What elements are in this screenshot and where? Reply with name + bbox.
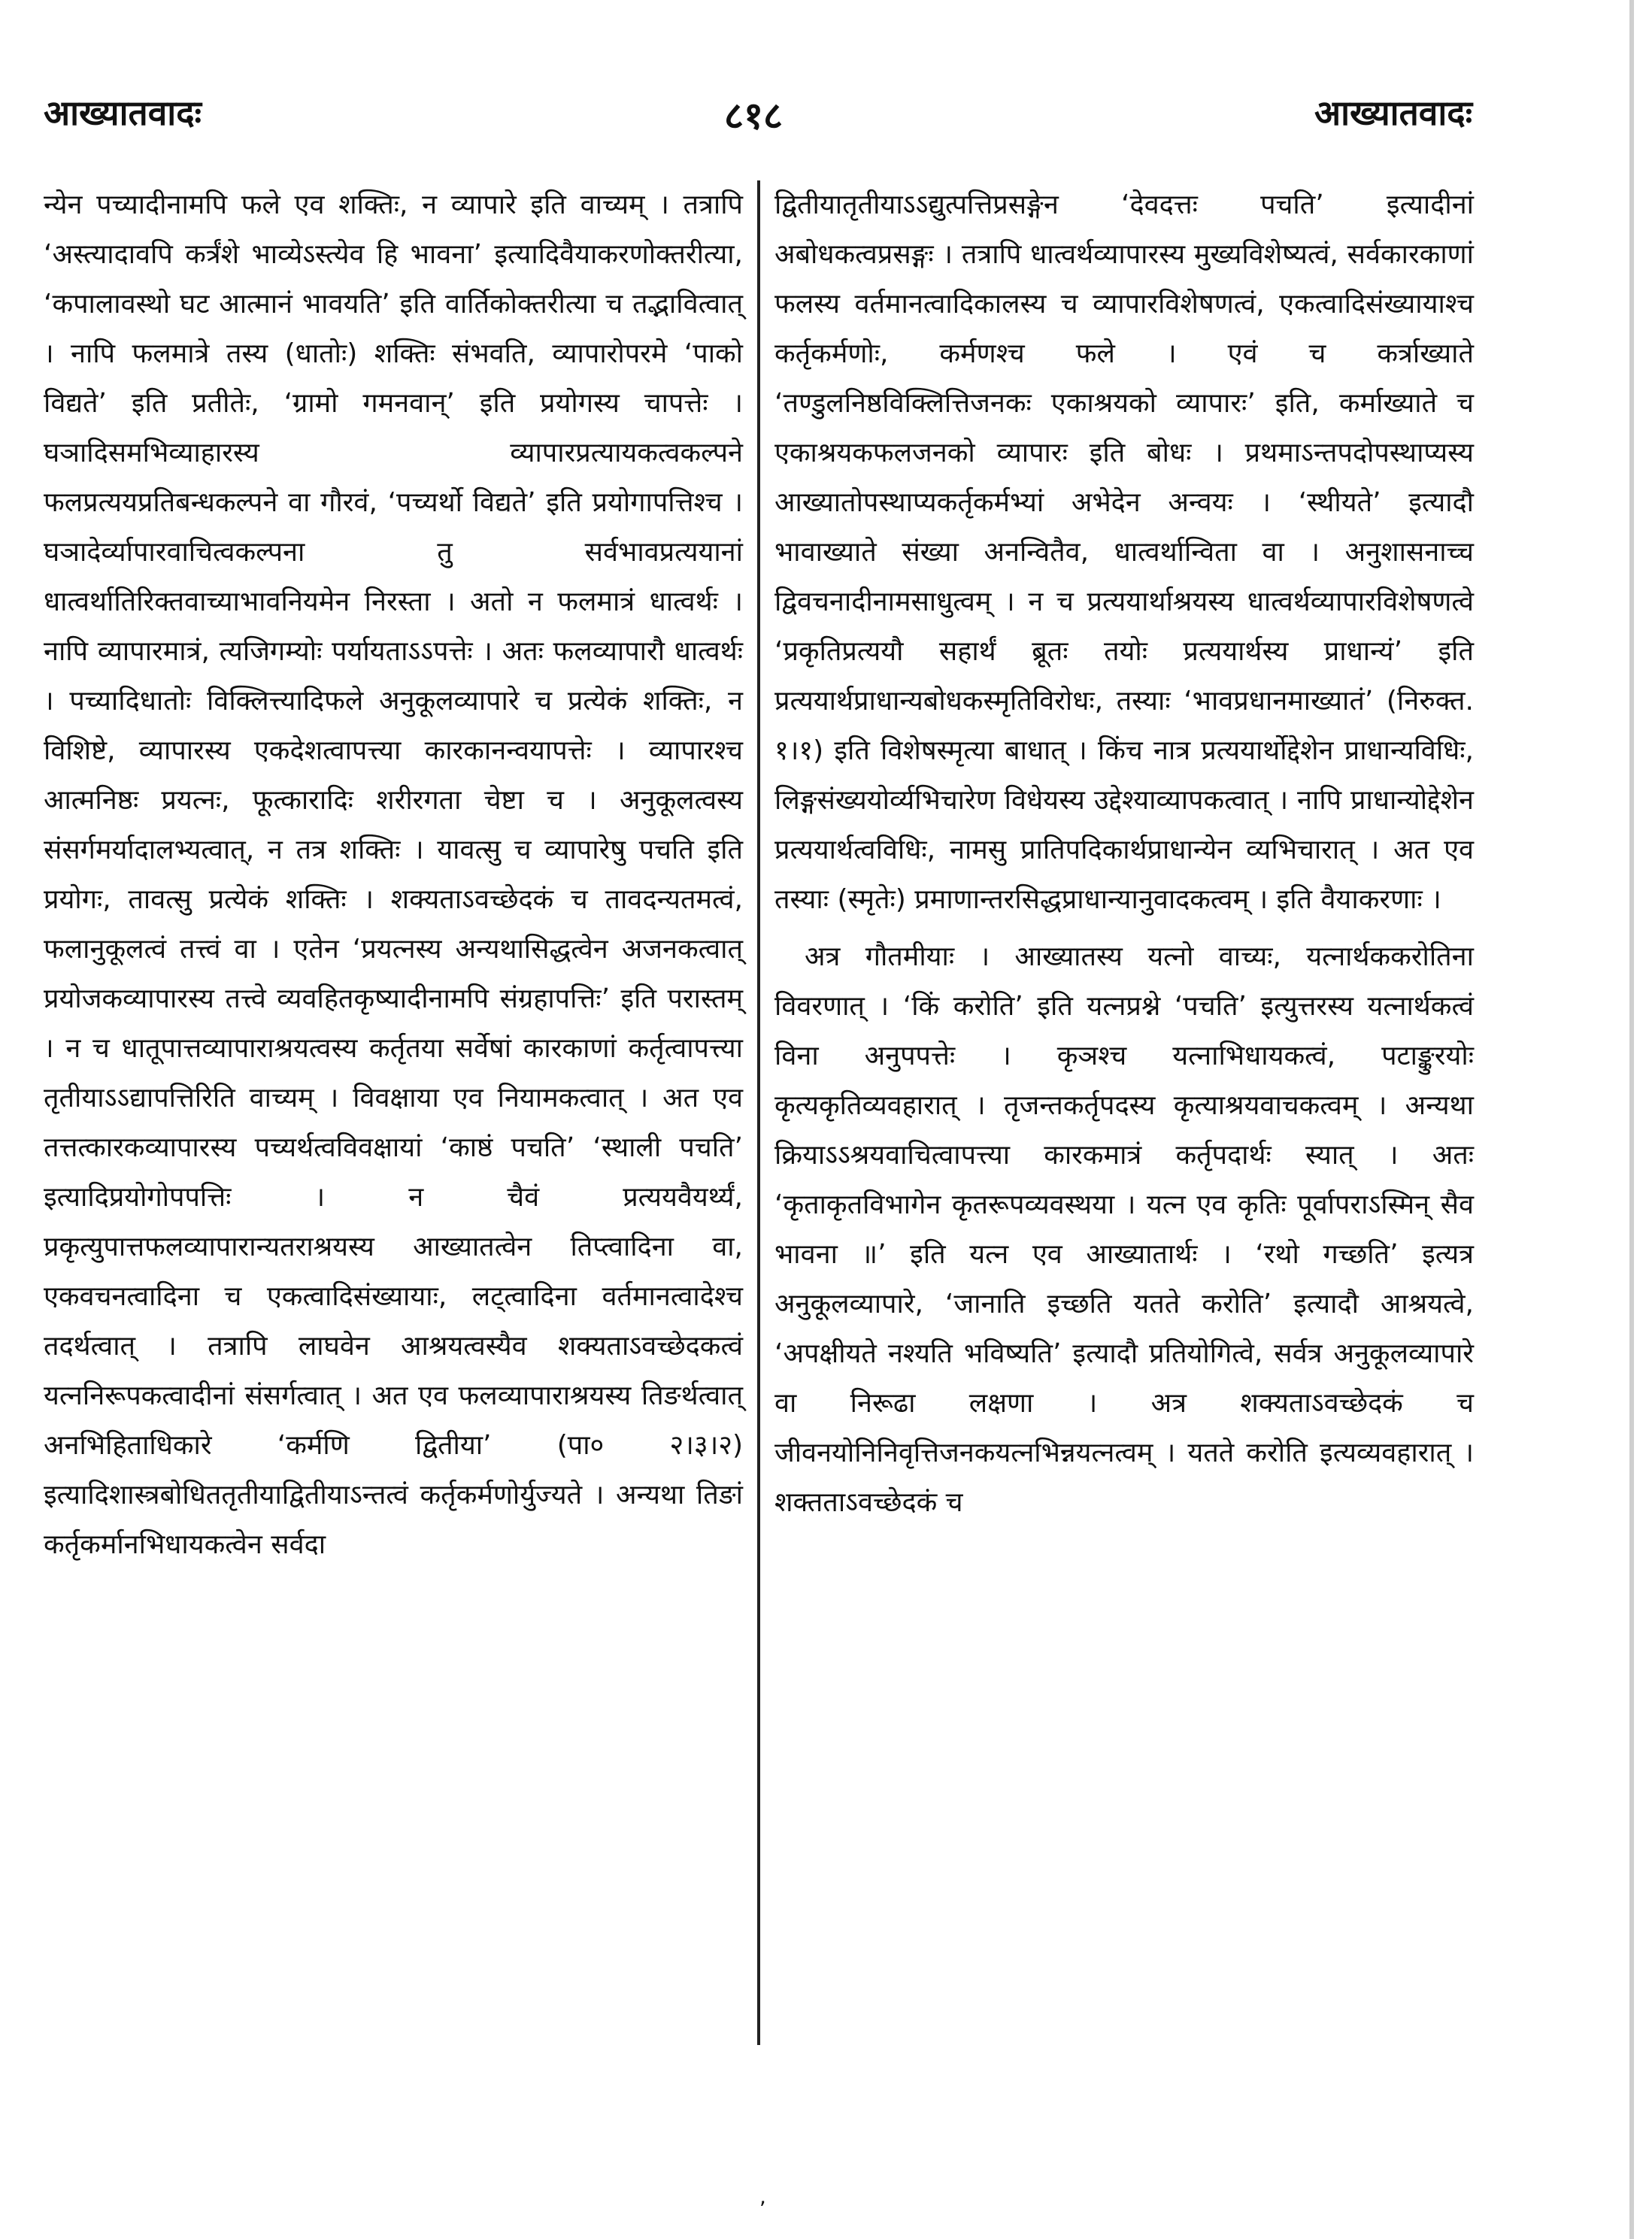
header-right-title: आख्यातवादः: [1314, 92, 1472, 133]
page-number: ८१८: [724, 94, 783, 138]
right-column: [774, 180, 1483, 2045]
running-header: [44, 89, 1472, 156]
bottom-mark: ,: [759, 2184, 766, 2209]
scan-edge-line: [1629, 0, 1634, 2239]
column-divider: [757, 180, 760, 2045]
right-paragraph-2: अत्र गौतमीयाः । आख्यातस्य यत्नो वाच्यः, यत्नार्थककरोतिना विवरणात् । ‘किं करोति’ इति यत्नप्रश्ने ‘पचति’ इत्युत्तरस्य यत्नार्थकत्वं विना अनुपपत्तेः । कृञश्च यत्नाभिधायकत्वं, पटाङ्कुरयोः कृत्यकृतिव्यवहारात् । तृजन्तकर्तृपदस्य कृत्याश्रयवाचकत्वम् । अन्यथा क्रियाऽऽश्रयवाचित्वापत्त्या कारकमात्रं कर्तृपदार्थः स्यात् । अतः ‘कृताकृतविभागेन कृतरूपव्यवस्थया । यत्न एव कृतिः पूर्वापराऽस्मिन् सैव भावना ॥’ इति यत्न एव आख्यातार्थः । ‘रथो गच्छति’ इत्यत्र अनुकूलव्यापारे, ‘जानाति इच्छति यतते करोति’ इत्यादौ आश्रयत्वे, ‘अपक्षीयते नश्यति भविष्यति’ इत्यादौ प्रतियोगित्वे, सर्वत्र अनुकूलव्यापारे वा निरूढा लक्षणा । अत्र शक्यताऽवच्छेदकं च जीवनयोनिनिवृत्तिजनकयत्नभिन्नयत्नत्वम् । यतते करोति इत्यव्यवहारात् । शक्तताऽवच्छेदकं च: [774, 941, 1483, 1518]
right-paragraph-1: द्वितीयातृतीयाऽऽद्युत्पत्तिप्रसङ्गेन ‘देवदत्तः पचति’ इत्यादीनां अबोधकत्वप्रसङ्गः । तत्रापि धात्वर्थव्यापारस्य मुख्यविशेष्यत्वं, सर्वकारकाणां फलस्य वर्तमानत्वादिकालस्य च व्यापारविशेषणत्वं, एकत्वादिसंख्यायाश्च कर्तृकर्मणोः, कर्मणश्च फले । एवं च कर्त्राख्याते ‘तण्डुलनिष्ठविक्लित्तिजनकः एकाश्रयको व्यापारः’ इति, कर्माख्याते च एकाश्रयकफलजनको व्यापारः इति बोधः । प्रथमाऽन्तपदोपस्थाप्यस्य आख्यातोपस्थाप्यकर्तृकर्मभ्यां अभेदेन अन्वयः । ‘स्थीयते’ इत्यादौ भावाख्याते संख्या अनन्वितैव, धात्वर्थान्विता वा । अनुशासनाच्च द्विवचनादीनामसाधुत्वम् । न च प्रत्ययार्थाश्रयस्य धात्वर्थव्यापारविशेषणत्वे ‘प्रकृतिप्रत्ययौ सहार्थं ब्रूतः तयोः प्रत्ययार्थस्य प्राधान्यं’ इति प्रत्ययार्थप्राधान्यबोधकस्मृतिविरोधः, तस्याः ‘भावप्रधानमाख्यातं’ (निरुक्त. १।१) इति विशेषस्मृत्या बाधात् । किंच नात्र प्रत्ययार्थोद्देशेन प्राधान्यविधिः, लिङ्गसंख्ययोर्व्यभिचारेण विधेयस्य उद्देश्याव्यापकत्वात् । नापि प्राधान्योद्देशेन प्रत्ययार्थत्वविधिः, नामसु प्रातिपदिकार्थप्राधान्येन व्यभिचारात् । अत एव तस्याः (स्मृतेः) प्रमाणान्तरसिद्धप्राधान्यानुवादकत्वम् । इति वैयाकरणाः ।: [774, 189, 1483, 915]
left-column: [44, 180, 752, 2045]
header-left-title: आख्यातवादः: [44, 92, 202, 133]
left-paragraph-1: न्येन पच्यादीनामपि फले एव शक्तिः, न व्यापारे इति वाच्यम् । तत्रापि ‘अस्त्यादावपि कर्त्रंशे भाव्येऽस्त्येव हि भावना’ इत्यादिवैयाकरणोक्तरीत्या, ‘कपालावस्थो घट आत्मानं भावयति’ इति वार्तिकोक्तरीत्या च तद्भावित्वात् । नापि फलमात्रे तस्य (धातोः) शक्तिः संभवति, व्यापारोपरमे ‘पाको विद्यते’ इति प्रतीतेः, ‘ग्रामो गमनवान्’ इति प्रयोगस्य चापत्तेः । घञादिसमभिव्याहारस्य व्यापारप्रत्यायकत्वकल्पने फलप्रत्ययप्रतिबन्धकल्पने वा गौरवं, ‘पच्यर्थो विद्यते’ इति प्रयोगापत्तिश्च । घञादेर्व्यापारवाचित्वकल्पना तु सर्वभावप्रत्ययानां धात्वर्थातिरिक्तवाच्याभावनियमेन निरस्ता । अतो न फलमात्रं धात्वर्थः । नापि व्यापारमात्रं, त्यजिगम्योः पर्यायताऽऽपत्तेः । अतः फलव्यापारौ धात्वर्थः । पच्यादिधातोः विक्लित्त्यादिफले अनुकूलव्यापारे च प्रत्येकं शक्तिः, न विशिष्टे, व्यापारस्य एकदेशत्वापत्त्या कारकानन्वयापत्तेः । व्यापारश्च आत्मनिष्ठः प्रयत्नः, फूत्कारादिः शरीरगता चेष्टा च । अनुकूलत्वस्य संसर्गमर्यादालभ्यत्वात्, न तत्र शक्तिः । यावत्सु च व्यापारेषु पचति इति प्रयोगः, तावत्सु प्रत्येकं शक्तिः । शक्यताऽवच्छेदकं च तावदन्यतमत्वं, फलानुकूलत्वं तत्त्वं वा । एतेन ‘प्रयत्नस्य अन्यथासिद्धत्वेन अजनकत्वात् प्रयोजकव्यापारस्य तत्त्वे व्यवहितकृष्यादीनामपि संग्रहापत्तिः’ इति परास्तम् । न च धातूपात्तव्यापाराश्रयत्वस्य कर्तृतया सर्वेषां कारकाणां कर्तृत्वापत्त्या तृतीयाऽऽद्यापत्तिरिति वाच्यम् । विवक्षाया एव नियामकत्वात् । अत एव तत्तत्कारकव्यापारस्य पच्यर्थत्वविवक्षायां ‘काष्ठं पचति’ ‘स्थाली पचति’ इत्यादिप्रयोगोपपत्तिः । न चैवं प्रत्ययवैयर्थ्यं, प्रकृत्युपात्तफलव्यापारान्यतराश्रयस्य आख्यातत्वेन तिप्त्वादिना वा, एकवचनत्वादिना च एकत्वादिसंख्यायाः, लट्त्वादिना वर्तमानत्वादेश्च तदर्थत्वात् । तत्रापि लाघवेन आश्रयत्वस्यैव शक्यताऽवच्छेदकत्वं यत्ननिरूपकत्वादीनां संसर्गत्वात् । अत एव फलव्यापाराश्रयस्य तिङर्थत्वात् अनभिहिताधिकारे ‘कर्मणि द्वितीया’ (पा० २।३।२) इत्यादिशास्त्रबोधिततृतीयाद्वितीयाऽन्तत्वं कर्तृकर्मणोर्युज्यते । अन्यथा तिङां कर्तृकर्मानभिधायकत्वेन सर्वदा: [44, 189, 752, 1560]
